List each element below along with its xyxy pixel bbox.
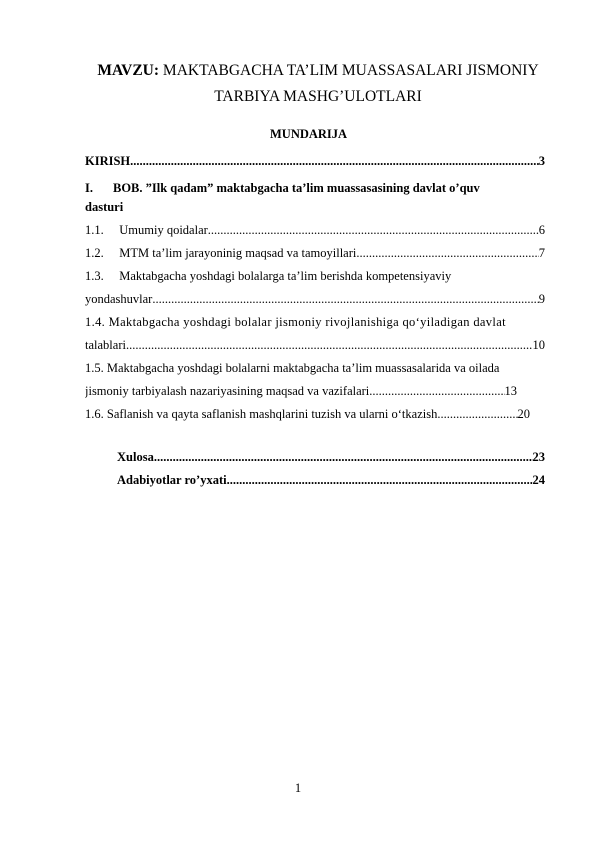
toc-entry-1-2: 1.2. MTM ta’lim jarayoninig maqsad va tamoyillari ..... 7 <box>85 242 545 265</box>
toc-entry-1-6: 1.6. Saflanish va qayta saflanish mashqlarini tuzish va ularni o‘tkazish ..... 20 <box>85 403 530 426</box>
toc-entry-1-3: 1.3. Maktabgacha yoshdagi bolalarga ta’lim berishda kompetensiyaviy <box>85 269 452 283</box>
document-page: MAVZU: MAKTABGACHA TA’LIM MUASSASALARI JISMONIY TARBIYA MASHG’ULOTLARI MUNDARIJA KIRISH ..... 3 I. BOB. ”Ilk qadam” maktabgacha ta’lim muassasasining davlat o’quv dasturi 1.1. Umumiy qoidalar ..... 6 1.2. MTM ta’lim jarayoninig maqsad va tamoyillari ..... 7 1.3. Maktabgacha yoshdagi bolalarga ta’lim berishda kompetensiyaviy yondashuvlar ..... 9 1.4. Maktabgacha yoshdagi bolalar jismoniy rivojlanishiga qo‘yiladigan davlat talablari ..... 10 1.5. Maktabgacha yoshdagi bolalarni maktabgacha ta’lim muassasalarida va oilada jismoniy tarbiyalash nazariyasining maqsad va vazifalari ..... 13 1.6. Saflanish va qayta saflanish mashqlarini tuzish va ularni o‘tkazish ..... 20 Xulosa ..... 23 Adabiyotlar ro’yxati ..... 24 1 <box>0 0 596 842</box>
toc-entry-intro: KIRISH ..... 3 <box>85 150 545 173</box>
toc-entry-1-5-cont: jismoniy tarbiyalash nazariyasining maqsad va vazifalari ..... 13 <box>85 380 517 403</box>
toc-entry-1-4-cont: talablari ..... 10 <box>85 334 545 357</box>
title-line-1: MAKTABGACHA TA’LIM MUASSASALARI JISMONIY <box>159 62 539 79</box>
toc-entry-chapter-1: I. BOB. ”Ilk qadam” maktabgacha ta’lim muassasasining davlat o’quv dasturi <box>85 181 480 214</box>
page-number: 1 <box>294 781 302 795</box>
title-label: MAVZU: <box>97 62 160 79</box>
page-title <box>70 58 566 110</box>
toc-entry-1-5: 1.5. Maktabgacha yoshdagi bolalarni maktabgacha ta’lim muassasalarida va oilada <box>85 361 500 375</box>
toc-entry-1-3-cont: yondashuvlar ..... 9 <box>85 288 545 311</box>
toc-entry-1-1: 1.1. Umumiy qoidalar ..... 6 <box>85 219 545 242</box>
title-line-2: TARBIYA MASHG’ULOTLARI <box>214 88 422 105</box>
toc-entry-conclusion: Xulosa ..... 23 <box>85 446 545 469</box>
toc-entry-1-4: 1.4. Maktabgacha yoshdagi bolalar jismoniy rivojlanishiga qo‘yiladigan davlat <box>85 315 506 329</box>
toc-entry-references: Adabiyotlar ro’yxati ..... 24 <box>85 469 545 492</box>
table-of-contents <box>85 150 545 492</box>
